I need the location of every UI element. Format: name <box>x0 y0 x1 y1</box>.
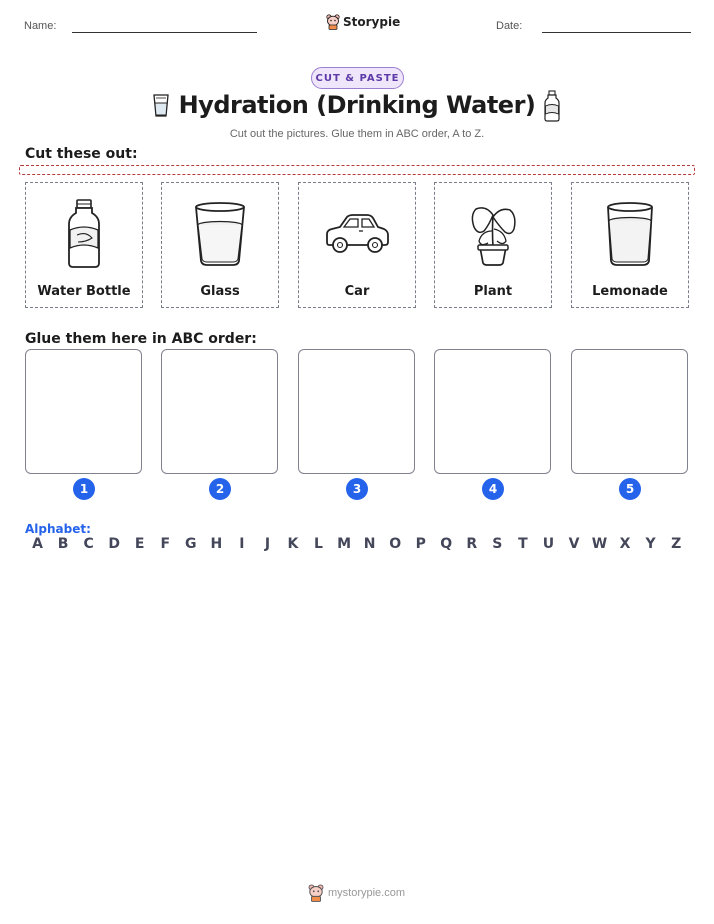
alphabet-row <box>25 536 689 552</box>
date-line[interactable] <box>542 32 691 33</box>
alphabet-letter: B <box>57 536 69 552</box>
alphabet-letter: U <box>542 536 555 552</box>
alphabet-letter: E <box>134 536 145 552</box>
cut-heading: Cut these out: <box>25 146 138 162</box>
cut-card-lemonade[interactable] <box>571 182 689 308</box>
card-label: Glass <box>200 284 240 299</box>
alphabet-letter: S <box>492 536 503 552</box>
alphabet-letter: N <box>363 536 376 552</box>
slot-number-badge: 1 <box>73 478 95 500</box>
slot-number-badge: 4 <box>482 478 504 500</box>
alphabet-letter: F <box>160 536 171 552</box>
glue-slot-5[interactable] <box>571 349 688 474</box>
alphabet-letter: Y <box>645 536 656 552</box>
alphabet-letter: A <box>32 536 43 552</box>
glue-heading: Glue them here in ABC order: <box>25 331 257 347</box>
cut-card-glass[interactable] <box>161 182 279 308</box>
brand-name: Storypie <box>343 15 401 29</box>
instructions: Cut out the pictures. Glue them in ABC order, A to Z. <box>229 128 485 140</box>
alphabet-letter: H <box>210 536 223 552</box>
alphabet-letter: R <box>466 536 478 552</box>
slot-number-badge: 5 <box>619 478 641 500</box>
alphabet-letter: C <box>83 536 94 552</box>
page-title: Hydration (Drinking Water) <box>178 91 536 119</box>
alphabet-letter: Q <box>440 536 453 552</box>
alphabet-letter: G <box>185 536 197 552</box>
glue-slot-4[interactable] <box>434 349 551 474</box>
slot-number-badge: 2 <box>209 478 231 500</box>
car-icon <box>323 212 391 256</box>
cut-card-water-bottle[interactable] <box>25 182 143 308</box>
water-bottle-icon <box>64 198 104 270</box>
alphabet-heading: Alphabet: <box>25 522 91 536</box>
alphabet-letter: D <box>108 536 120 552</box>
footer <box>308 884 405 902</box>
storypie-mascot-icon <box>308 884 324 902</box>
storypie-mascot-icon <box>326 14 340 30</box>
card-label: Lemonade <box>592 284 668 299</box>
name-label: Name: <box>24 20 57 32</box>
alphabet-letter: X <box>619 536 631 552</box>
footer-url[interactable]: mystorypie.com <box>328 887 406 899</box>
wilted-plant-icon <box>466 201 520 267</box>
glass-icon <box>193 201 247 267</box>
cut-card-plant[interactable] <box>434 182 552 308</box>
water-bottle-icon <box>542 90 562 122</box>
lemonade-glass-icon <box>605 201 655 267</box>
cut-card-car[interactable] <box>298 182 416 308</box>
date-label: Date: <box>496 20 523 32</box>
alphabet-letter: M <box>337 536 352 552</box>
card-label: Car <box>344 284 370 299</box>
alphabet-letter: P <box>415 536 426 552</box>
alphabet-letter: L <box>314 536 323 552</box>
cut-line <box>19 165 695 175</box>
alphabet-letter: J <box>264 536 271 552</box>
glue-slot-2[interactable] <box>161 349 278 474</box>
alphabet-letter: O <box>389 536 402 552</box>
slot-number-badge: 3 <box>346 478 368 500</box>
alphabet-letter: W <box>591 536 608 552</box>
alphabet-letter: V <box>568 536 580 552</box>
card-label: Water Bottle <box>37 284 131 299</box>
alphabet-letter: K <box>287 536 299 552</box>
glue-slot-1[interactable] <box>25 349 142 474</box>
activity-tag: CUT & PASTE <box>311 67 404 89</box>
card-label: Plant <box>473 284 513 299</box>
name-line[interactable] <box>72 32 257 33</box>
brand-logo <box>326 14 400 30</box>
alphabet-letter: T <box>518 536 528 552</box>
alphabet-letter: I <box>239 536 245 552</box>
alphabet-letter: Z <box>671 536 682 552</box>
glue-slot-3[interactable] <box>298 349 415 474</box>
